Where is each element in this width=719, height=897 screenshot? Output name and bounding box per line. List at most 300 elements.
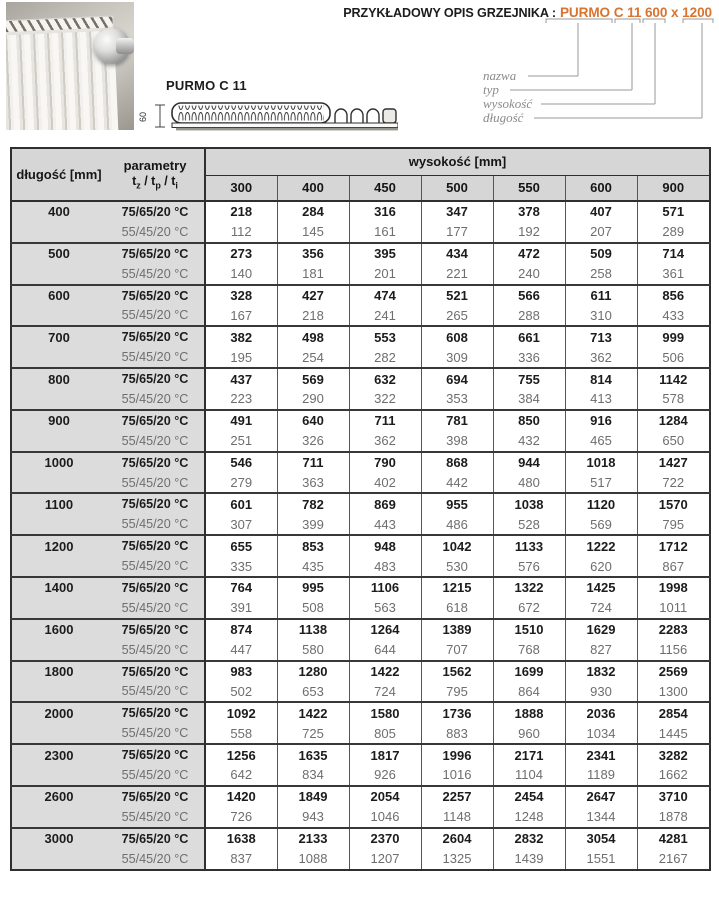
param-label-cell: 75/65/20 °C bbox=[106, 326, 205, 347]
output-value-cell: 869 bbox=[349, 493, 421, 514]
output-value-cell: 1133 bbox=[493, 535, 565, 556]
output-value-cell: 868 bbox=[421, 452, 493, 473]
output-value-cell: 1878 bbox=[637, 807, 710, 828]
output-value-cell: 805 bbox=[349, 723, 421, 744]
output-value-cell: 1344 bbox=[565, 807, 637, 828]
output-value-cell: 867 bbox=[637, 556, 710, 577]
output-spec-table bbox=[10, 147, 711, 871]
radiator-row-low bbox=[11, 849, 710, 870]
output-value-cell: 223 bbox=[205, 389, 277, 410]
radiator-row-hot bbox=[11, 452, 710, 473]
output-value-cell: 1422 bbox=[349, 661, 421, 682]
output-value-cell: 1635 bbox=[277, 744, 349, 765]
output-value-cell: 218 bbox=[205, 201, 277, 222]
param-label-cell: 55/45/20 °C bbox=[106, 765, 205, 786]
param-label-cell: 75/65/20 °C bbox=[106, 619, 205, 640]
output-value-cell: 576 bbox=[493, 556, 565, 577]
output-value-cell: 1104 bbox=[493, 765, 565, 786]
output-value-cell: 382 bbox=[205, 326, 277, 347]
output-value-cell: 655 bbox=[205, 535, 277, 556]
output-value-cell: 834 bbox=[277, 765, 349, 786]
output-value-cell: 1018 bbox=[565, 452, 637, 473]
output-value-cell: 290 bbox=[277, 389, 349, 410]
radiator-row-low bbox=[11, 305, 710, 326]
output-value-cell: 653 bbox=[277, 681, 349, 702]
output-value-cell: 508 bbox=[277, 598, 349, 619]
output-value-cell: 474 bbox=[349, 285, 421, 306]
output-value-cell: 279 bbox=[205, 473, 277, 494]
panel-cross-section bbox=[172, 103, 398, 130]
radiator-row-low bbox=[11, 765, 710, 786]
radiator-row-low bbox=[11, 222, 710, 243]
output-value-cell: 608 bbox=[421, 326, 493, 347]
output-value-cell: 1322 bbox=[493, 577, 565, 598]
output-value-cell: 2257 bbox=[421, 786, 493, 807]
output-value-cell: 3710 bbox=[637, 786, 710, 807]
output-value-cell: 1325 bbox=[421, 849, 493, 870]
output-value-cell: 642 bbox=[205, 765, 277, 786]
example-label: PRZYKŁADOWY OPIS GRZEJNIKA : bbox=[343, 6, 556, 20]
output-value-cell: 2832 bbox=[493, 828, 565, 849]
radiator-row-low bbox=[11, 556, 710, 577]
output-value-cell: 2341 bbox=[565, 744, 637, 765]
length-cell-empty bbox=[11, 514, 106, 535]
output-value-cell: 2036 bbox=[565, 702, 637, 723]
radiator-row-low bbox=[11, 807, 710, 828]
output-value-cell: 795 bbox=[637, 514, 710, 535]
output-value-cell: 254 bbox=[277, 347, 349, 368]
param-label-cell: 75/65/20 °C bbox=[106, 368, 205, 389]
output-value-cell: 2569 bbox=[637, 661, 710, 682]
length-cell-empty bbox=[11, 849, 106, 870]
output-value-cell: 2454 bbox=[493, 786, 565, 807]
output-value-cell: 309 bbox=[421, 347, 493, 368]
output-value-cell: 1088 bbox=[277, 849, 349, 870]
example-code: PURMO C 11 600 x 1200 bbox=[559, 5, 712, 20]
callout-label-wysokosc: wysokość bbox=[483, 96, 533, 111]
output-value-cell: 1092 bbox=[205, 702, 277, 723]
output-value-cell: 2054 bbox=[349, 786, 421, 807]
length-cell: 1600 bbox=[11, 619, 106, 640]
product-name-label: PURMO C 11 bbox=[166, 78, 247, 93]
output-value-cell: 517 bbox=[565, 473, 637, 494]
radiator-row-hot bbox=[11, 368, 710, 389]
height-column-header: 500 bbox=[421, 175, 493, 201]
output-value-cell: 1699 bbox=[493, 661, 565, 682]
output-value-cell: 960 bbox=[493, 723, 565, 744]
param-label-cell: 55/45/20 °C bbox=[106, 347, 205, 368]
param-label-cell: 55/45/20 °C bbox=[106, 640, 205, 661]
output-value-cell: 1016 bbox=[421, 765, 493, 786]
output-value-cell: 384 bbox=[493, 389, 565, 410]
output-value-cell: 363 bbox=[277, 473, 349, 494]
radiator-row-hot bbox=[11, 577, 710, 598]
parameters-header-line1: parametry bbox=[123, 158, 187, 174]
output-value-cell: 724 bbox=[565, 598, 637, 619]
output-value-cell: 795 bbox=[421, 681, 493, 702]
radiator-row-low bbox=[11, 723, 710, 744]
output-value-cell: 569 bbox=[565, 514, 637, 535]
radiator-row-low bbox=[11, 264, 710, 285]
param-label-cell: 75/65/20 °C bbox=[106, 828, 205, 849]
radiator-row-low bbox=[11, 598, 710, 619]
output-value-cell: 2167 bbox=[637, 849, 710, 870]
radiator-row-low bbox=[11, 347, 710, 368]
param-label-cell: 55/45/20 °C bbox=[106, 389, 205, 410]
output-value-cell: 713 bbox=[565, 326, 637, 347]
output-value-cell: 316 bbox=[349, 201, 421, 222]
output-value-cell: 1189 bbox=[565, 765, 637, 786]
output-value-cell: 1712 bbox=[637, 535, 710, 556]
output-value-cell: 1551 bbox=[565, 849, 637, 870]
length-cell: 1400 bbox=[11, 577, 106, 598]
output-value-cell: 566 bbox=[493, 285, 565, 306]
output-value-cell: 546 bbox=[205, 452, 277, 473]
output-value-cell: 443 bbox=[349, 514, 421, 535]
output-value-cell: 310 bbox=[565, 305, 637, 326]
param-label-cell: 75/65/20 °C bbox=[106, 661, 205, 682]
parameters-formula: $t_z / t_p / t_i$ bbox=[132, 174, 178, 191]
output-value-cell: 207 bbox=[565, 222, 637, 243]
table-body bbox=[11, 201, 710, 870]
output-value-cell: 722 bbox=[637, 473, 710, 494]
param-label-cell: 55/45/20 °C bbox=[106, 849, 205, 870]
output-value-cell: 361 bbox=[637, 264, 710, 285]
output-value-cell: 530 bbox=[421, 556, 493, 577]
length-cell-empty bbox=[11, 598, 106, 619]
length-cell-empty bbox=[11, 723, 106, 744]
output-value-cell: 1215 bbox=[421, 577, 493, 598]
output-value-cell: 640 bbox=[277, 410, 349, 431]
height-dimension-label: 60 bbox=[138, 111, 148, 122]
output-value-cell: 571 bbox=[637, 201, 710, 222]
output-value-cell: 1445 bbox=[637, 723, 710, 744]
output-value-cell: 265 bbox=[421, 305, 493, 326]
output-value-cell: 218 bbox=[277, 305, 349, 326]
output-value-cell: 258 bbox=[565, 264, 637, 285]
output-value-cell: 850 bbox=[493, 410, 565, 431]
output-value-cell: 2133 bbox=[277, 828, 349, 849]
param-label-cell: 75/65/20 °C bbox=[106, 243, 205, 264]
output-value-cell: 1998 bbox=[637, 577, 710, 598]
output-value-cell: 145 bbox=[277, 222, 349, 243]
length-cell: 1000 bbox=[11, 452, 106, 473]
output-value-cell: 521 bbox=[421, 285, 493, 306]
output-value-cell: 694 bbox=[421, 368, 493, 389]
callout-label-nazwa: nazwa bbox=[483, 68, 517, 83]
param-label-cell: 55/45/20 °C bbox=[106, 723, 205, 744]
length-cell-empty bbox=[11, 681, 106, 702]
output-value-cell: 1046 bbox=[349, 807, 421, 828]
output-value-cell: 999 bbox=[637, 326, 710, 347]
output-value-cell: 362 bbox=[349, 431, 421, 452]
param-label-cell: 75/65/20 °C bbox=[106, 452, 205, 473]
radiator-row-hot bbox=[11, 702, 710, 723]
param-label-cell: 75/65/20 °C bbox=[106, 702, 205, 723]
output-value-cell: 181 bbox=[277, 264, 349, 285]
output-value-cell: 1629 bbox=[565, 619, 637, 640]
output-value-cell: 486 bbox=[421, 514, 493, 535]
output-value-cell: 944 bbox=[493, 452, 565, 473]
output-value-cell: 995 bbox=[277, 577, 349, 598]
output-value-cell: 1264 bbox=[349, 619, 421, 640]
output-value-cell: 707 bbox=[421, 640, 493, 661]
output-value-cell: 447 bbox=[205, 640, 277, 661]
length-cell: 1100 bbox=[11, 493, 106, 514]
radiator-row-low bbox=[11, 640, 710, 661]
length-cell-empty bbox=[11, 431, 106, 452]
output-value-cell: 502 bbox=[205, 681, 277, 702]
output-value-cell: 1510 bbox=[493, 619, 565, 640]
output-value-cell: 601 bbox=[205, 493, 277, 514]
callout-label-dlugosc: długość bbox=[483, 110, 524, 125]
radiator-row-low bbox=[11, 389, 710, 410]
output-value-cell: 1849 bbox=[277, 786, 349, 807]
param-label-cell: 75/65/20 °C bbox=[106, 786, 205, 807]
output-value-cell: 328 bbox=[205, 285, 277, 306]
output-value-cell: 1284 bbox=[637, 410, 710, 431]
length-cell: 3000 bbox=[11, 828, 106, 849]
output-value-cell: 1439 bbox=[493, 849, 565, 870]
length-cell-empty bbox=[11, 389, 106, 410]
output-value-cell: 620 bbox=[565, 556, 637, 577]
output-value-cell: 725 bbox=[277, 723, 349, 744]
output-value-cell: 201 bbox=[349, 264, 421, 285]
radiator-row-hot bbox=[11, 326, 710, 347]
output-value-cell: 161 bbox=[349, 222, 421, 243]
output-value-cell: 1120 bbox=[565, 493, 637, 514]
parameters-column-header bbox=[106, 148, 205, 201]
output-value-cell: 399 bbox=[277, 514, 349, 535]
radiator-row-low bbox=[11, 681, 710, 702]
output-value-cell: 764 bbox=[205, 577, 277, 598]
output-value-cell: 782 bbox=[277, 493, 349, 514]
output-value-cell: 465 bbox=[565, 431, 637, 452]
output-value-cell: 661 bbox=[493, 326, 565, 347]
output-value-cell: 955 bbox=[421, 493, 493, 514]
output-value-cell: 853 bbox=[277, 535, 349, 556]
output-value-cell: 167 bbox=[205, 305, 277, 326]
param-label-cell: 55/45/20 °C bbox=[106, 264, 205, 285]
output-value-cell: 307 bbox=[205, 514, 277, 535]
length-column-header: długość [mm] bbox=[11, 148, 106, 201]
output-value-cell: 1300 bbox=[637, 681, 710, 702]
output-value-cell: 289 bbox=[637, 222, 710, 243]
output-value-cell: 2604 bbox=[421, 828, 493, 849]
output-value-cell: 1248 bbox=[493, 807, 565, 828]
output-value-cell: 883 bbox=[421, 723, 493, 744]
output-value-cell: 837 bbox=[205, 849, 277, 870]
length-cell-empty bbox=[11, 640, 106, 661]
height-column-header: 450 bbox=[349, 175, 421, 201]
length-cell: 600 bbox=[11, 285, 106, 306]
output-value-cell: 711 bbox=[277, 452, 349, 473]
radiator-row-hot bbox=[11, 493, 710, 514]
output-value-cell: 1389 bbox=[421, 619, 493, 640]
output-value-cell: 1638 bbox=[205, 828, 277, 849]
output-value-cell: 356 bbox=[277, 243, 349, 264]
output-value-cell: 362 bbox=[565, 347, 637, 368]
output-value-cell: 240 bbox=[493, 264, 565, 285]
output-value-cell: 930 bbox=[565, 681, 637, 702]
output-value-cell: 378 bbox=[493, 201, 565, 222]
output-value-cell: 569 bbox=[277, 368, 349, 389]
height-column-header: 900 bbox=[637, 175, 710, 201]
output-value-cell: 1736 bbox=[421, 702, 493, 723]
length-cell: 2000 bbox=[11, 702, 106, 723]
length-cell: 2600 bbox=[11, 786, 106, 807]
radiator-row-low bbox=[11, 473, 710, 494]
radiator-row-hot bbox=[11, 243, 710, 264]
output-value-cell: 874 bbox=[205, 619, 277, 640]
callout-brackets bbox=[510, 19, 713, 118]
output-value-cell: 1888 bbox=[493, 702, 565, 723]
output-value-cell: 442 bbox=[421, 473, 493, 494]
length-cell: 900 bbox=[11, 410, 106, 431]
length-cell: 2300 bbox=[11, 744, 106, 765]
output-value-cell: 437 bbox=[205, 368, 277, 389]
length-cell: 1200 bbox=[11, 535, 106, 556]
height-group-header: wysokość [mm] bbox=[205, 148, 710, 175]
radiator-row-hot bbox=[11, 619, 710, 640]
output-value-cell: 781 bbox=[421, 410, 493, 431]
output-value-cell: 432 bbox=[493, 431, 565, 452]
length-cell-empty bbox=[11, 765, 106, 786]
param-label-cell: 55/45/20 °C bbox=[106, 222, 205, 243]
output-value-cell: 1996 bbox=[421, 744, 493, 765]
radiator-row-hot bbox=[11, 201, 710, 222]
length-cell: 700 bbox=[11, 326, 106, 347]
output-value-cell: 4281 bbox=[637, 828, 710, 849]
radiator-row-hot bbox=[11, 661, 710, 682]
height-column-header: 300 bbox=[205, 175, 277, 201]
output-value-cell: 726 bbox=[205, 807, 277, 828]
output-value-cell: 322 bbox=[349, 389, 421, 410]
output-value-cell: 983 bbox=[205, 661, 277, 682]
output-value-cell: 1011 bbox=[637, 598, 710, 619]
radiator-row-hot bbox=[11, 786, 710, 807]
output-value-cell: 2370 bbox=[349, 828, 421, 849]
param-label-cell: 75/65/20 °C bbox=[106, 201, 205, 222]
output-value-cell: 755 bbox=[493, 368, 565, 389]
output-value-cell: 288 bbox=[493, 305, 565, 326]
output-value-cell: 672 bbox=[493, 598, 565, 619]
output-value-cell: 2647 bbox=[565, 786, 637, 807]
output-value-cell: 509 bbox=[565, 243, 637, 264]
output-value-cell: 192 bbox=[493, 222, 565, 243]
length-cell: 800 bbox=[11, 368, 106, 389]
output-value-cell: 353 bbox=[421, 389, 493, 410]
param-label-cell: 55/45/20 °C bbox=[106, 598, 205, 619]
output-value-cell: 558 bbox=[205, 723, 277, 744]
output-value-cell: 1222 bbox=[565, 535, 637, 556]
length-cell-empty bbox=[11, 556, 106, 577]
output-value-cell: 611 bbox=[565, 285, 637, 306]
output-value-cell: 1425 bbox=[565, 577, 637, 598]
output-value-cell: 943 bbox=[277, 807, 349, 828]
length-cell: 500 bbox=[11, 243, 106, 264]
length-cell: 400 bbox=[11, 201, 106, 222]
length-cell-empty bbox=[11, 807, 106, 828]
output-value-cell: 948 bbox=[349, 535, 421, 556]
param-label-cell: 55/45/20 °C bbox=[106, 305, 205, 326]
output-value-cell: 1580 bbox=[349, 702, 421, 723]
output-value-cell: 498 bbox=[277, 326, 349, 347]
output-value-cell: 768 bbox=[493, 640, 565, 661]
callout-diagram bbox=[440, 14, 719, 129]
output-value-cell: 1832 bbox=[565, 661, 637, 682]
output-value-cell: 402 bbox=[349, 473, 421, 494]
output-value-cell: 790 bbox=[349, 452, 421, 473]
output-value-cell: 1256 bbox=[205, 744, 277, 765]
radiator-row-low bbox=[11, 431, 710, 452]
output-value-cell: 413 bbox=[565, 389, 637, 410]
output-value-cell: 195 bbox=[205, 347, 277, 368]
param-label-cell: 55/45/20 °C bbox=[106, 431, 205, 452]
output-value-cell: 1662 bbox=[637, 765, 710, 786]
param-label-cell: 75/65/20 °C bbox=[106, 577, 205, 598]
output-value-cell: 1148 bbox=[421, 807, 493, 828]
output-value-cell: 714 bbox=[637, 243, 710, 264]
param-label-cell: 55/45/20 °C bbox=[106, 514, 205, 535]
output-value-cell: 563 bbox=[349, 598, 421, 619]
output-value-cell: 472 bbox=[493, 243, 565, 264]
output-value-cell: 434 bbox=[421, 243, 493, 264]
output-value-cell: 1156 bbox=[637, 640, 710, 661]
output-value-cell: 3282 bbox=[637, 744, 710, 765]
output-value-cell: 724 bbox=[349, 681, 421, 702]
radiator-photo bbox=[6, 2, 134, 130]
param-label-cell: 75/65/20 °C bbox=[106, 285, 205, 306]
output-value-cell: 284 bbox=[277, 201, 349, 222]
param-label-cell: 55/45/20 °C bbox=[106, 681, 205, 702]
output-value-cell: 433 bbox=[637, 305, 710, 326]
output-value-cell: 391 bbox=[205, 598, 277, 619]
output-value-cell: 480 bbox=[493, 473, 565, 494]
output-value-cell: 273 bbox=[205, 243, 277, 264]
length-cell-empty bbox=[11, 473, 106, 494]
output-value-cell: 711 bbox=[349, 410, 421, 431]
radiator-row-hot bbox=[11, 535, 710, 556]
output-value-cell: 177 bbox=[421, 222, 493, 243]
output-value-cell: 926 bbox=[349, 765, 421, 786]
output-value-cell: 427 bbox=[277, 285, 349, 306]
output-value-cell: 3054 bbox=[565, 828, 637, 849]
output-value-cell: 1138 bbox=[277, 619, 349, 640]
output-value-cell: 1042 bbox=[421, 535, 493, 556]
output-value-cell: 916 bbox=[565, 410, 637, 431]
output-value-cell: 528 bbox=[493, 514, 565, 535]
output-value-cell: 864 bbox=[493, 681, 565, 702]
output-value-cell: 483 bbox=[349, 556, 421, 577]
param-label-cell: 55/45/20 °C bbox=[106, 473, 205, 494]
height-column-header: 600 bbox=[565, 175, 637, 201]
radiator-row-hot bbox=[11, 285, 710, 306]
output-value-cell: 644 bbox=[349, 640, 421, 661]
radiator-row-hot bbox=[11, 410, 710, 431]
output-value-cell: 1570 bbox=[637, 493, 710, 514]
param-label-cell: 75/65/20 °C bbox=[106, 535, 205, 556]
output-value-cell: 435 bbox=[277, 556, 349, 577]
output-value-cell: 1142 bbox=[637, 368, 710, 389]
output-value-cell: 347 bbox=[421, 201, 493, 222]
radiator-row-low bbox=[11, 514, 710, 535]
length-cell-empty bbox=[11, 264, 106, 285]
output-value-cell: 336 bbox=[493, 347, 565, 368]
output-value-cell: 1038 bbox=[493, 493, 565, 514]
output-value-cell: 241 bbox=[349, 305, 421, 326]
param-label-cell: 55/45/20 °C bbox=[106, 556, 205, 577]
